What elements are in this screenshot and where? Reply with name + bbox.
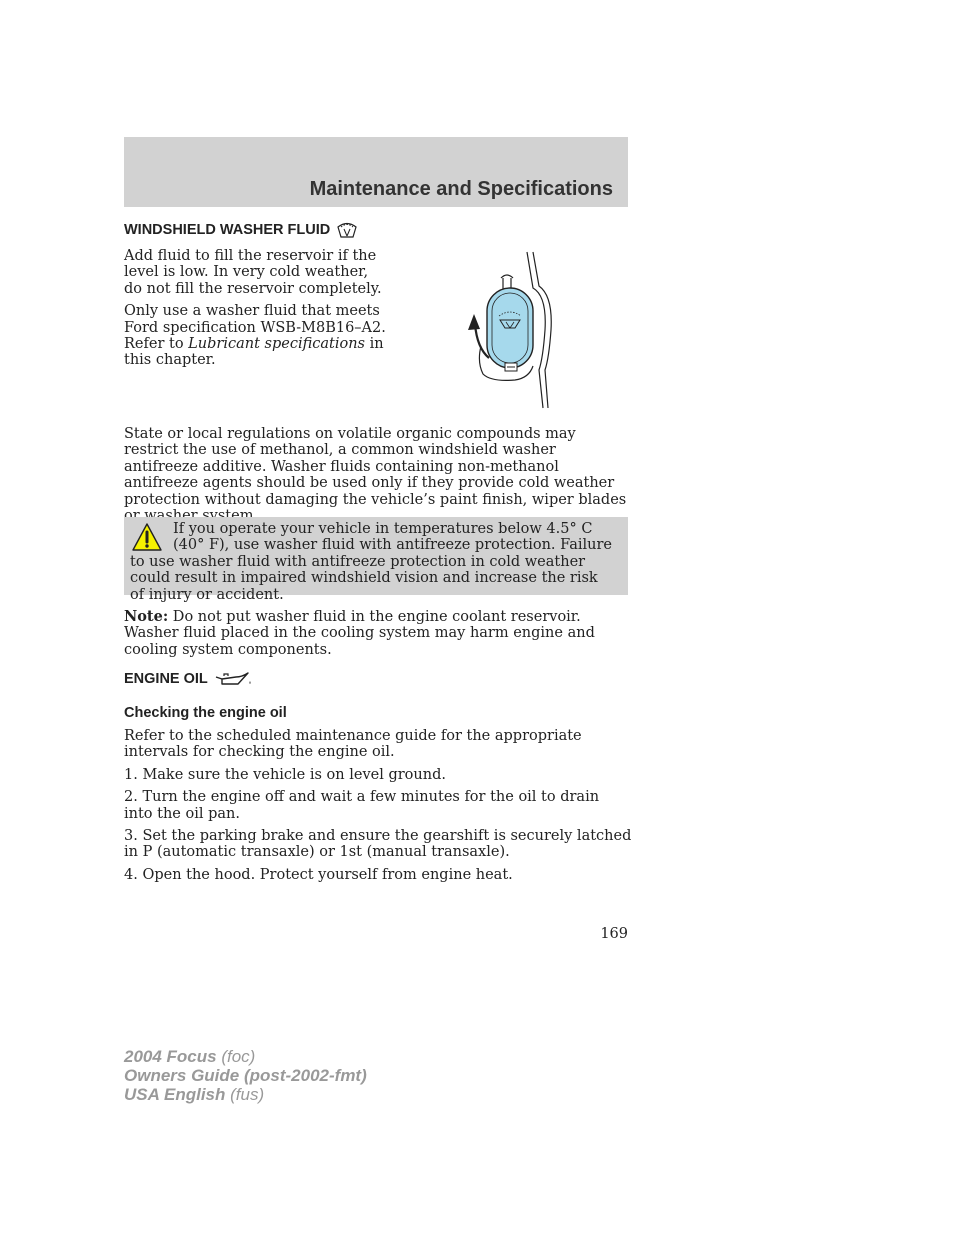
oil-intro-paragraph: Refer to the scheduled maintenance guide for the appropriate intervals for checking the engine oil.	[124, 728, 582, 761]
washer-intro	[124, 248, 389, 375]
oil-check-steps	[124, 728, 632, 889]
step-1: 1. Make sure the vehicle is on level ground.	[124, 766, 446, 783]
step-3: 3. Set the parking brake and ensure the gearshift is securely latched in P (automatic transaxle) or 1st (manual transaxle).	[124, 828, 632, 861]
oil-can-icon	[214, 671, 254, 687]
note-text: Do not put washer fluid in the engine coolant reservoir. Washer fluid placed in the cooling system may harm engine and cooling system components.	[124, 609, 595, 658]
footer-model-code: (foc)	[216, 1047, 256, 1066]
warning-box	[124, 517, 628, 603]
step-4: 4. Open the hood. Protect yourself from engine heat.	[124, 866, 513, 883]
checking-engine-oil-subheading: Checking the engine oil	[124, 705, 287, 721]
washer-reservoir-illustration	[463, 250, 553, 410]
washer-spec-text: Only use a washer fluid that meets Ford specification WSB-M8B16–A2. Refer to	[124, 303, 386, 353]
engine-oil-heading	[124, 671, 254, 687]
document-footer	[124, 1047, 367, 1104]
footer-language-code: (fus)	[225, 1085, 265, 1104]
washer-fluid-heading-text: WINDSHIELD WASHER FLUID	[124, 222, 331, 238]
washer-para-fill: Add fluid to fill the reservoir if the level is low. In very cold weather, do not fill the reservoir completely.	[124, 248, 382, 297]
footer-model: 2004 Focus	[124, 1047, 217, 1066]
page-title: Maintenance and Specifications	[309, 178, 613, 200]
methanol-regulations-paragraph: State or local regulations on volatile organic compounds may restrict the use of methanol, a common windshield washer antifreeze additive. Washer fluids containing non-methanol antifreeze agents should be used only if they provide cold weather protection without damaging the vehicle’s paint finish, wiper blades	[124, 426, 627, 508]
engine-oil-heading-text: ENGINE OIL	[124, 671, 208, 687]
footer-guide: Owners Guide (post-2002-fmt)	[124, 1066, 367, 1085]
washer-spec-end: in this chapter.	[124, 336, 384, 369]
footer-line-model	[124, 1047, 367, 1066]
footer-line-language	[124, 1085, 367, 1104]
header-band	[124, 137, 628, 207]
washer-para-spec	[124, 303, 389, 369]
washer-fluid-heading	[124, 221, 358, 239]
note-label: Note:	[124, 608, 169, 625]
note-paragraph	[124, 609, 628, 658]
warning-text: If you operate your vehicle in temperatures below 4.5° C (40° F), use washer fluid with antifreeze protection. Failure to use washer fluid with antifreeze protection in cold weather could result in impaired windshield vision and increase the risk of injury or accident.	[130, 521, 613, 603]
washer-fluid-icon	[336, 221, 358, 239]
page-number: 169	[600, 926, 628, 942]
step-2: 2. Turn the engine off and wait a few minutes for the oil to drain into the oil pan.	[124, 789, 600, 822]
lubricant-spec-reference: Lubricant specifications	[188, 336, 365, 353]
footer-line-guide	[124, 1066, 367, 1085]
footer-language: USA English	[124, 1085, 226, 1104]
